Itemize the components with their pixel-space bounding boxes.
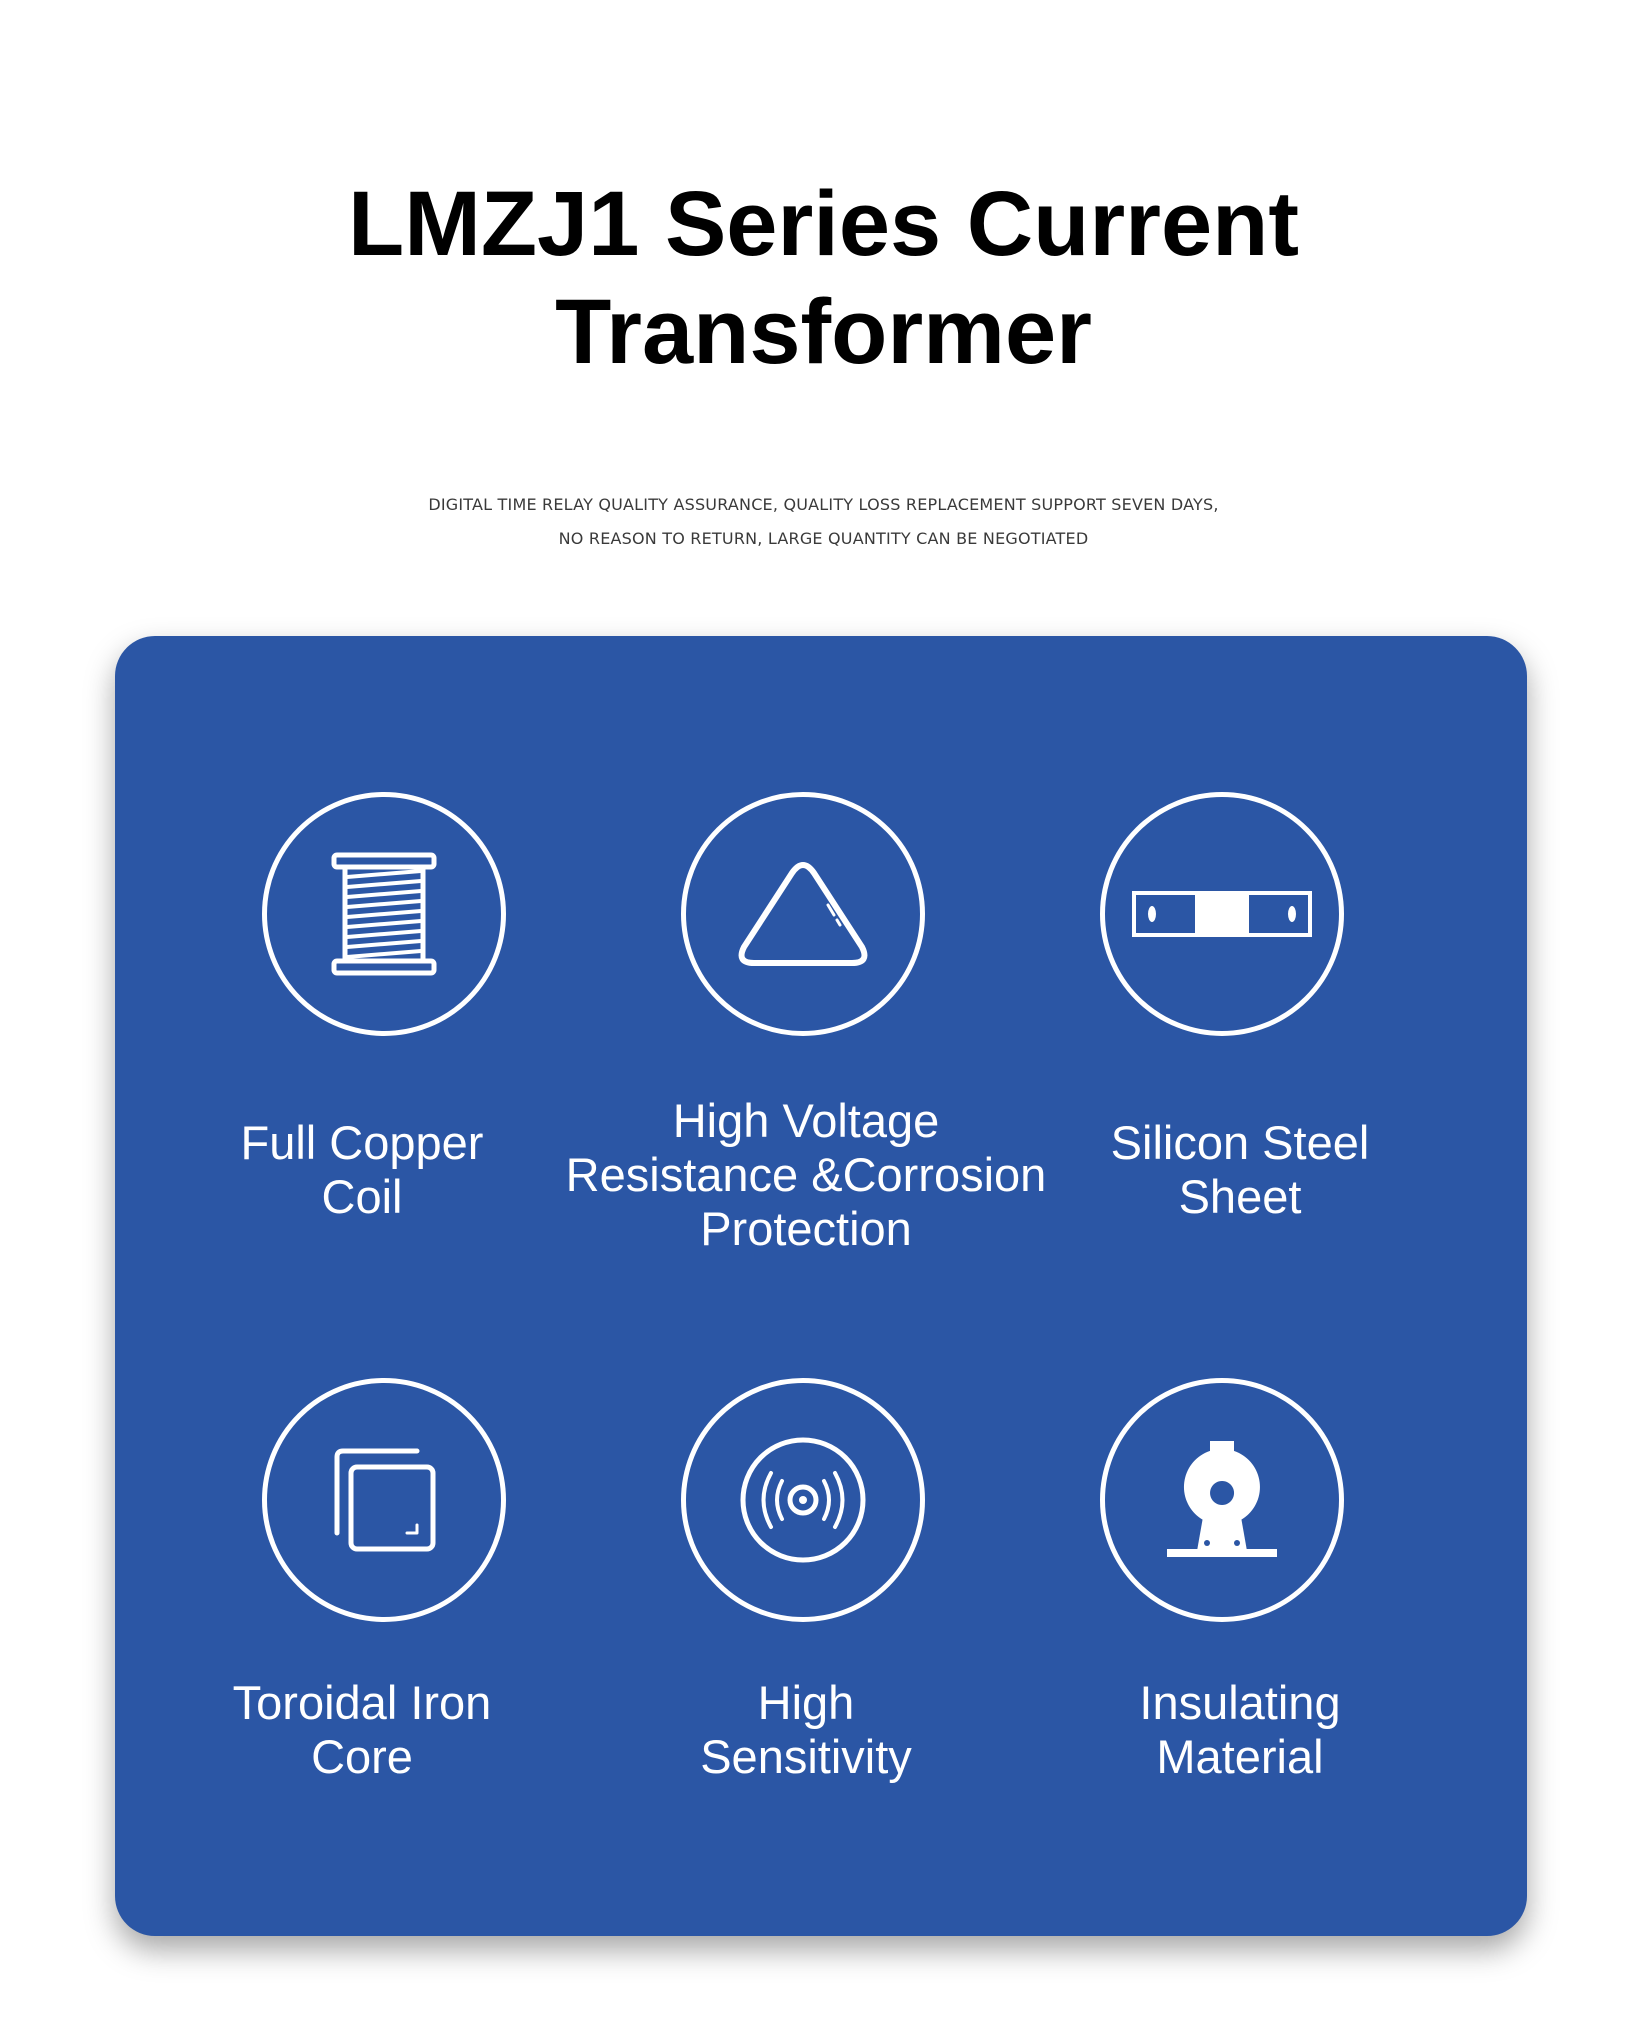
title-line-1: LMZJ1 Series Current bbox=[348, 173, 1299, 275]
subtitle bbox=[0, 488, 1647, 556]
page-title bbox=[0, 170, 1647, 386]
title-line-2: Transformer bbox=[555, 281, 1092, 383]
feature-label-5: High Sensitivity bbox=[700, 1676, 912, 1783]
features-panel bbox=[115, 636, 1527, 1936]
feature-label-6: Insulating Material bbox=[1139, 1676, 1341, 1783]
copper-coil-icon bbox=[262, 792, 506, 1036]
feature-label-1: Full Copper Coil bbox=[240, 1116, 484, 1223]
feature-label-2: High Voltage Resistance &Corrosion Protection bbox=[565, 1094, 1047, 1255]
subtitle-line-1: DIGITAL TIME RELAY QUALITY ASSURANCE, QUALITY LOSS REPLACEMENT SUPPORT SEVEN DAYS, bbox=[428, 495, 1219, 514]
sensitivity-disc-icon bbox=[681, 1378, 925, 1622]
steel-sheet-icon bbox=[1100, 792, 1344, 1036]
feature-label-4: Toroidal Iron Core bbox=[232, 1676, 492, 1783]
warning-triangle-icon bbox=[681, 792, 925, 1036]
subtitle-line-2: NO REASON TO RETURN, LARGE QUANTITY CAN BE NEGOTIATED bbox=[558, 529, 1089, 548]
iron-core-icon bbox=[262, 1378, 506, 1622]
insulator-icon bbox=[1100, 1378, 1344, 1622]
feature-label-3: Silicon Steel Sheet bbox=[1110, 1116, 1370, 1223]
